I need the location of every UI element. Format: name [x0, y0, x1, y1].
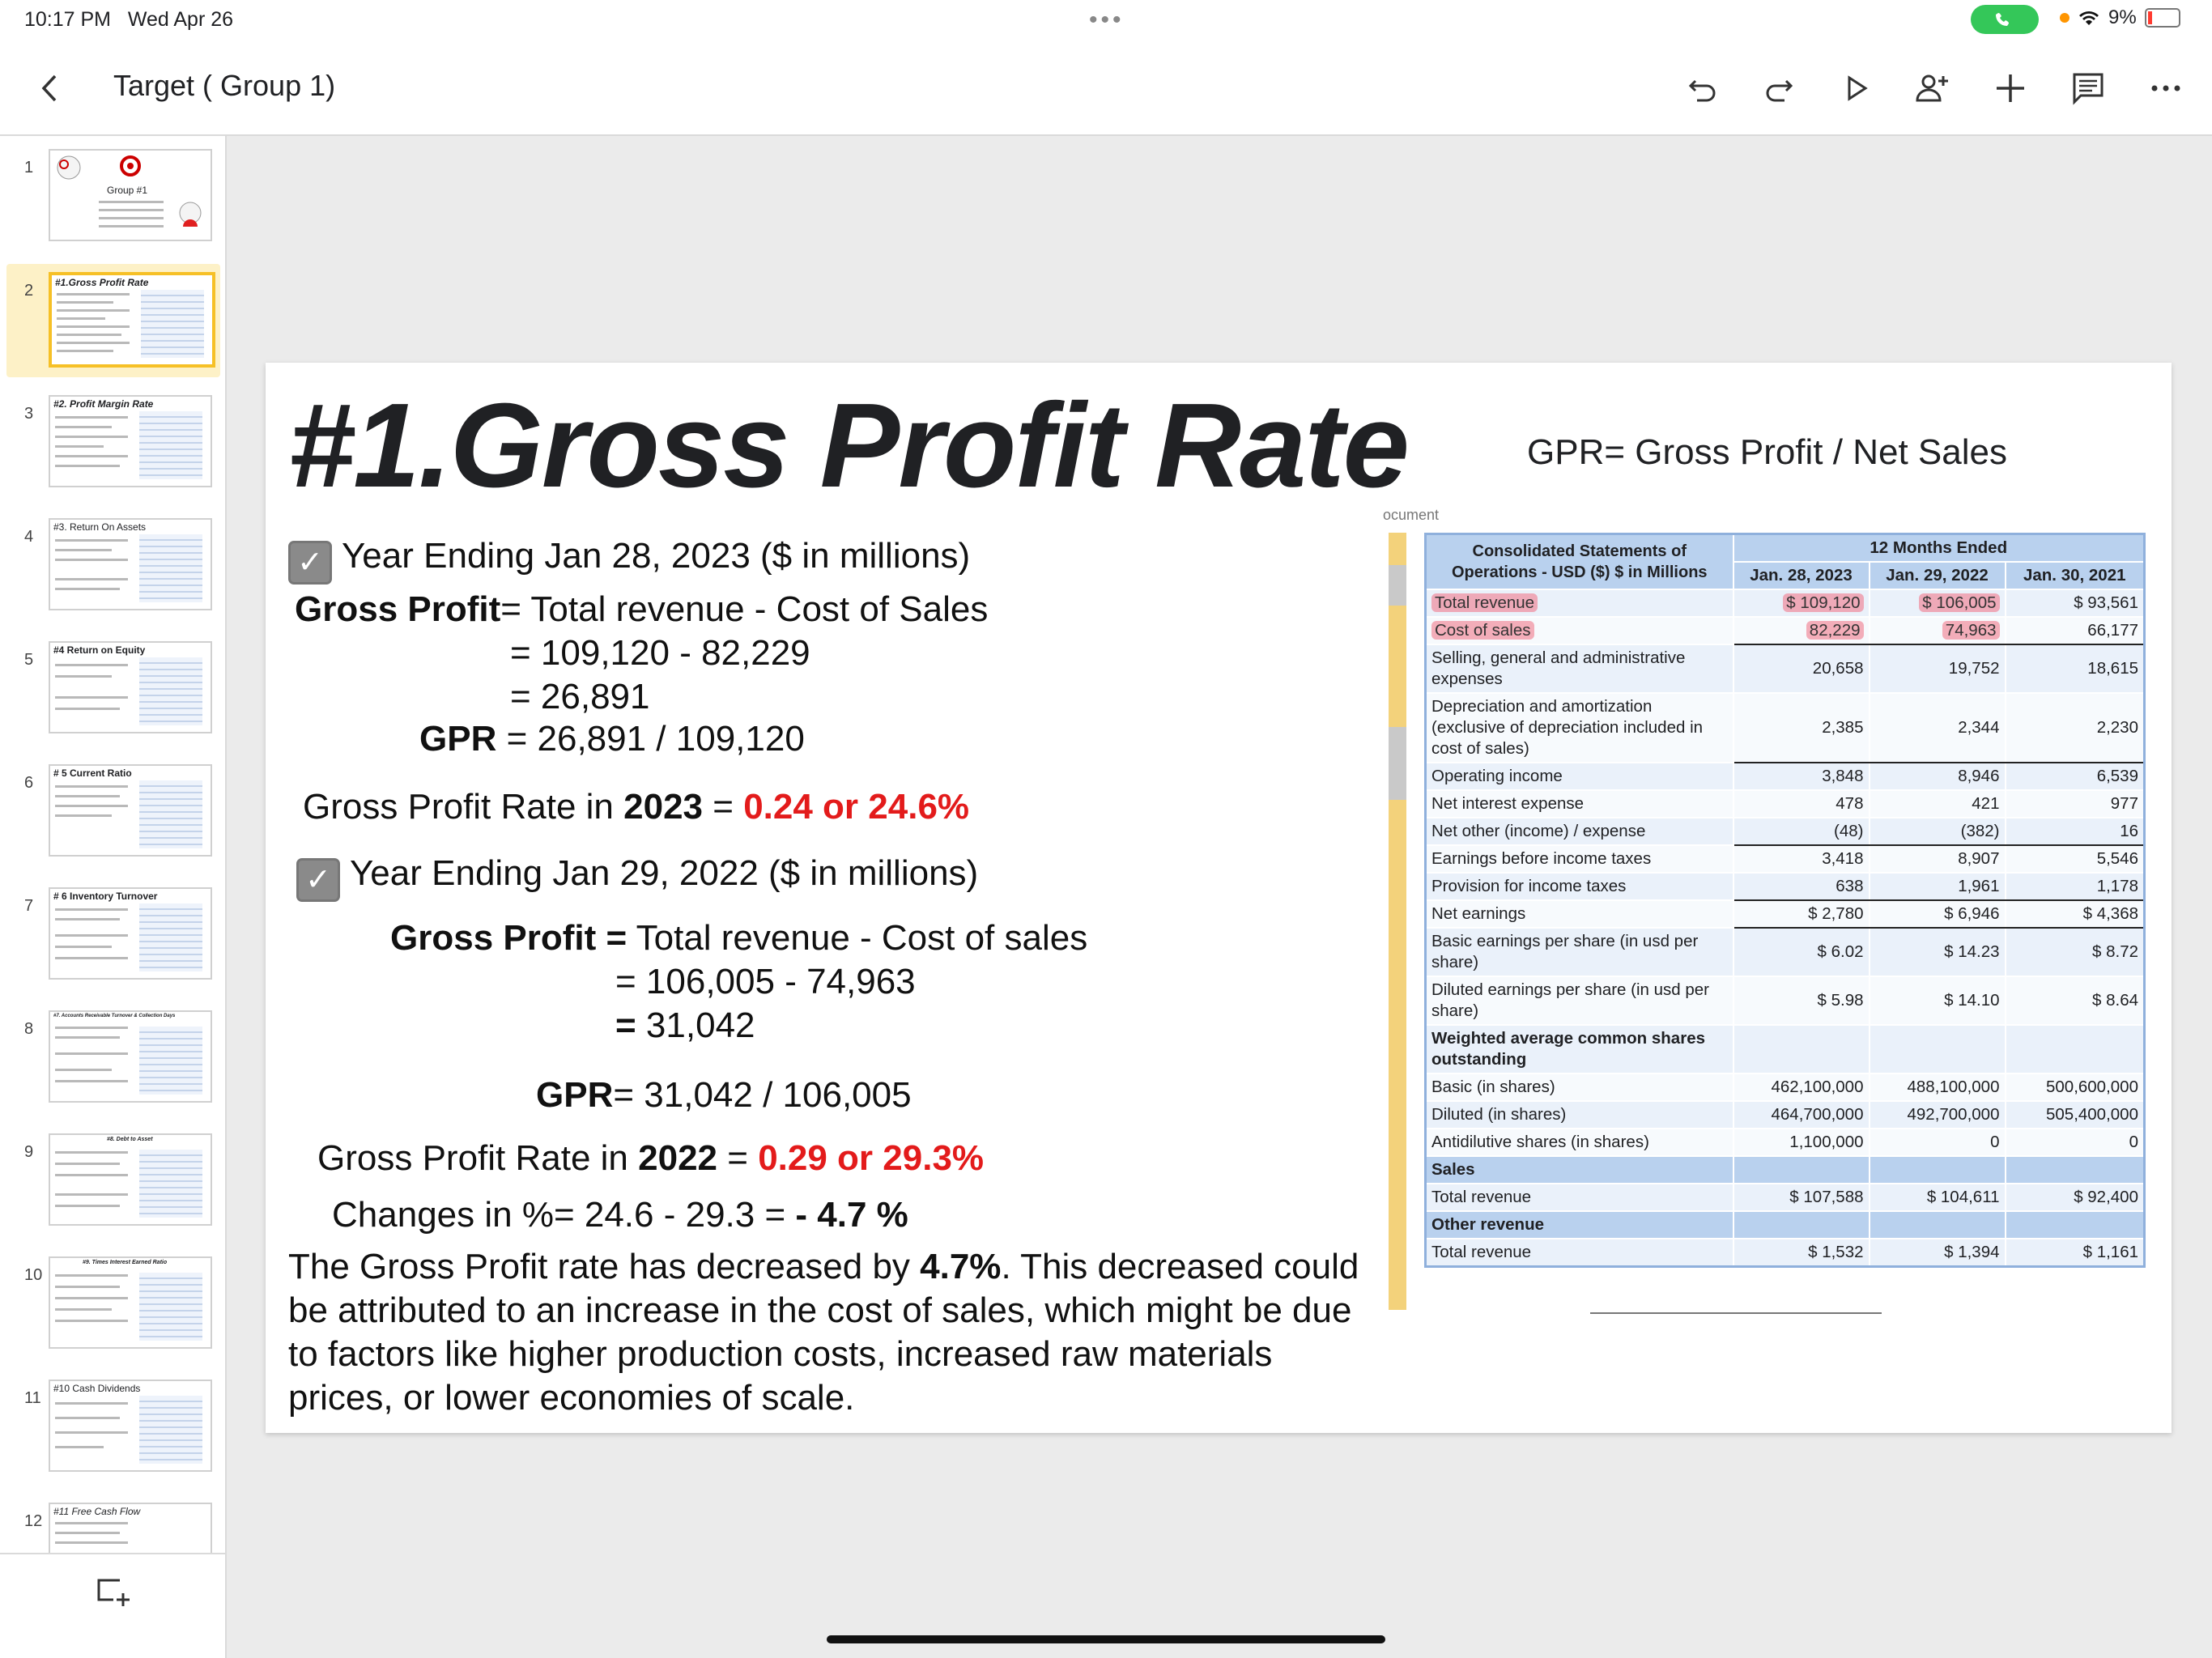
thumbnail-preview	[49, 1256, 212, 1349]
table-row: Net interest expense 478 421 977	[1426, 790, 2145, 818]
table-row: Depreciation and amortization (exclusive of depreciation included in cost of sales) 2,385 2,344 2,230	[1426, 693, 2145, 763]
slide-number: 3	[24, 405, 34, 423]
thumbnail-label: # 5 Current Ratio	[53, 767, 132, 779]
income-statement-image	[1389, 533, 2138, 1310]
table-row: Provision for income taxes 638 1,961 1,178	[1426, 873, 2145, 900]
battery-percent: 9%	[2108, 6, 2137, 28]
table-row: Earnings before income taxes 3,418 8,907 5,546	[1426, 845, 2145, 873]
slide-number: 1	[24, 159, 34, 176]
wifi-icon	[2078, 9, 2100, 27]
checkbox-checked-icon: ✓	[296, 858, 340, 902]
slide-thumbnail[interactable]	[6, 387, 220, 500]
insert-plus-icon[interactable]	[1992, 70, 2029, 107]
cropped-text: ocument	[1383, 507, 1440, 523]
slide-thumbnail-active[interactable]	[6, 264, 220, 377]
thumbnail-preview	[49, 395, 212, 487]
table-row: Operating income 3,848 8,946 6,539	[1426, 763, 2145, 790]
thumbnail-preview	[49, 272, 215, 368]
table-row: Basic (in shares) 462,100,000 488,100,000 500,600,000	[1426, 1073, 2145, 1101]
panel-divider	[0, 1553, 225, 1554]
thumbnail-label: #8. Debt to Asset	[107, 1137, 153, 1142]
slide-thumbnail[interactable]	[6, 1002, 220, 1116]
divider-line	[1590, 1312, 1882, 1314]
table-row: Selling, general and administrative expenses 20,658 19,752 18,615	[1426, 644, 2145, 693]
table-row: Antidilutive shares (in shares) 1,100,000 0 0	[1426, 1129, 2145, 1156]
table-row: Weighted average common shares outstanding	[1426, 1025, 2145, 1073]
thumbnail-label: #11 Free Cash Flow	[53, 1506, 141, 1517]
target-logo-icon	[120, 155, 141, 176]
thumbnail-preview	[49, 149, 212, 241]
gross-profit-2022-result: = 31,042	[615, 1005, 755, 1045]
slide-thumbnail[interactable]	[6, 510, 220, 623]
slide-number: 8	[24, 1020, 34, 1038]
thumbnail-preview	[49, 1380, 212, 1472]
table-row: Net other (income) / expense (48) (382) 16	[1426, 818, 2145, 845]
income-statement-table	[1424, 533, 2146, 1268]
gpr-2023-result: Gross Profit Rate in 2023 = 0.24 or 24.6%	[303, 787, 970, 827]
table-row: Total revenue $ 107,588 $ 104,611 $ 92,400	[1426, 1184, 2145, 1211]
table-row: Diluted earnings per share (in usd per share) $ 5.98 $ 14.10 $ 8.64	[1426, 976, 2145, 1025]
thumbnail-preview	[49, 887, 212, 980]
thumbnail-label: #1.Gross Profit Rate	[55, 277, 149, 288]
redo-icon[interactable]	[1760, 70, 1797, 107]
year-2022-heading: ✓ Year Ending Jan 29, 2022 ($ in millions)	[296, 853, 978, 902]
gpr-formula: GPR= Gross Profit / Net Sales	[1527, 432, 2007, 472]
thumbnail-label: #4 Return on Equity	[53, 644, 146, 656]
battery-icon	[2145, 8, 2180, 28]
app-toolbar	[0, 40, 2212, 136]
new-slide-icon[interactable]	[96, 1575, 131, 1608]
slide-number: 11	[24, 1389, 41, 1407]
slide-number: 6	[24, 774, 34, 792]
undo-icon[interactable]	[1684, 70, 1721, 107]
call-pill[interactable]	[1971, 5, 2039, 34]
comment-icon[interactable]	[2069, 70, 2107, 107]
home-indicator[interactable]	[827, 1635, 1385, 1643]
thumbnail-label: #3. Return On Assets	[53, 521, 147, 533]
slide-thumbnail[interactable]	[6, 633, 220, 746]
highlight-gutter	[1389, 533, 1406, 1310]
document-title[interactable]: Target ( Group 1)	[113, 69, 336, 102]
bullseye-dog-icon	[177, 201, 204, 233]
slide-number: 4	[24, 528, 34, 546]
thumbnail-preview	[49, 1010, 212, 1103]
column-header: Jan. 28, 2023	[1733, 562, 1870, 589]
slide-title: #1.Gross Profit Rate	[288, 379, 1408, 512]
gpr-2023-calc: GPR = 26,891 / 109,120	[419, 719, 805, 759]
multitasking-dots[interactable]: •••	[1089, 6, 1125, 33]
table-row: Total revenue $ 1,532 $ 1,394 $ 1,161	[1426, 1239, 2145, 1267]
table-row: Basic earnings per share (in usd per share) $ 6.02 $ 14.23 $ 8.72	[1426, 928, 2145, 976]
gross-profit-2022-line: Gross Profit = Total revenue - Cost of sales	[390, 918, 1088, 958]
present-play-icon[interactable]	[1838, 70, 1875, 107]
slide-canvas[interactable]	[266, 363, 2172, 1433]
thumbnail-preview	[49, 641, 212, 733]
status-indicators	[2060, 6, 2180, 29]
slide-thumbnail[interactable]	[6, 1125, 220, 1239]
period-header: 12 Months Ended	[1733, 534, 2145, 563]
slide-number: 2	[24, 282, 34, 300]
table-row: Cost of sales 82,229 74,963 66,177	[1426, 617, 2145, 644]
thumbnail-label: #7. Accounts Receivable Turnover & Collection Days	[53, 1014, 176, 1018]
thumbnail-label: #9. Times Interest Earned Ratio	[83, 1260, 168, 1265]
slide-thumbnail[interactable]	[6, 1248, 220, 1362]
checkbox-checked-icon: ✓	[288, 541, 332, 585]
share-add-person-icon[interactable]	[1914, 70, 1951, 107]
slide-thumbnail[interactable]	[6, 1371, 220, 1485]
table-corner-header: Consolidated Statements of Operations - USD ($) $ in Millions	[1426, 534, 1733, 590]
slide-number: 12	[24, 1512, 43, 1530]
slide-number: 10	[24, 1266, 43, 1284]
thumbnail-label: #2. Profit Margin Rate	[53, 398, 154, 410]
slide-thumbnail[interactable]	[6, 141, 220, 254]
slide-number: 9	[24, 1143, 34, 1161]
thumbnail-preview	[49, 764, 212, 857]
slide-thumbnail[interactable]	[6, 756, 220, 869]
status-time: 10:17 PM Wed Apr 26	[24, 8, 234, 31]
thumbnail-label: # 6 Inventory Turnover	[53, 891, 158, 902]
column-header: Jan. 29, 2022	[1870, 562, 2006, 589]
change-percent: Changes in %= 24.6 - 29.3 = - 4.7 %	[332, 1195, 908, 1235]
thumbnail-preview	[49, 1133, 212, 1226]
status-bar	[0, 0, 2212, 40]
gpr-2022-result: Gross Profit Rate in 2022 = 0.29 or 29.3%	[317, 1138, 985, 1178]
table-section-row: Sales	[1426, 1156, 2145, 1184]
mic-indicator-dot	[2060, 13, 2069, 23]
bullseye-dog-icon	[55, 154, 83, 181]
gpr-2022-calc: GPR= 31,042 / 106,005	[536, 1075, 912, 1115]
slide-number: 7	[24, 897, 34, 915]
table-row: Diluted (in shares) 464,700,000 492,700,000 505,400,000	[1426, 1101, 2145, 1129]
gross-profit-2022-calc: = 106,005 - 74,963	[615, 962, 916, 1001]
slide-thumbnail[interactable]	[6, 1494, 220, 1553]
back-arrow-icon[interactable]	[32, 71, 66, 105]
table-section-row: Other revenue	[1426, 1211, 2145, 1239]
table-row: Total revenue $ 109,120 $ 106,005 $ 93,561	[1426, 589, 2145, 617]
slide-number: 5	[24, 651, 34, 669]
table-row: Net earnings $ 2,780 $ 6,946 $ 4,368	[1426, 900, 2145, 928]
thumbnail-preview	[49, 1503, 212, 1553]
gross-profit-2023-calc: = 109,120 - 82,229	[510, 633, 810, 673]
thumbnail-label: Group #1	[107, 185, 148, 196]
column-header: Jan. 30, 2021	[2006, 562, 2145, 589]
thumbnail-label: #10 Cash Dividends	[53, 1383, 141, 1394]
slide-thumbnail-panel	[0, 136, 227, 1658]
year-2023-heading: ✓ Year Ending Jan 28, 2023 ($ in millions)	[288, 536, 970, 585]
gross-profit-2023-result: = 26,891	[510, 677, 650, 716]
gross-profit-2023-line: Gross Profit= Total revenue - Cost of Sales	[295, 589, 989, 629]
thumbnail-preview	[49, 518, 212, 610]
more-options-icon[interactable]	[2147, 70, 2184, 107]
slide-thumbnail[interactable]	[6, 879, 220, 993]
explanation-paragraph: The Gross Profit rate has decreased by 4.7%. This decreased could be attributed to an increase in the cost of sales, which might be due to factors like higher production costs, increased raw materials prices, or lower economies of scale.	[288, 1247, 1359, 1418]
